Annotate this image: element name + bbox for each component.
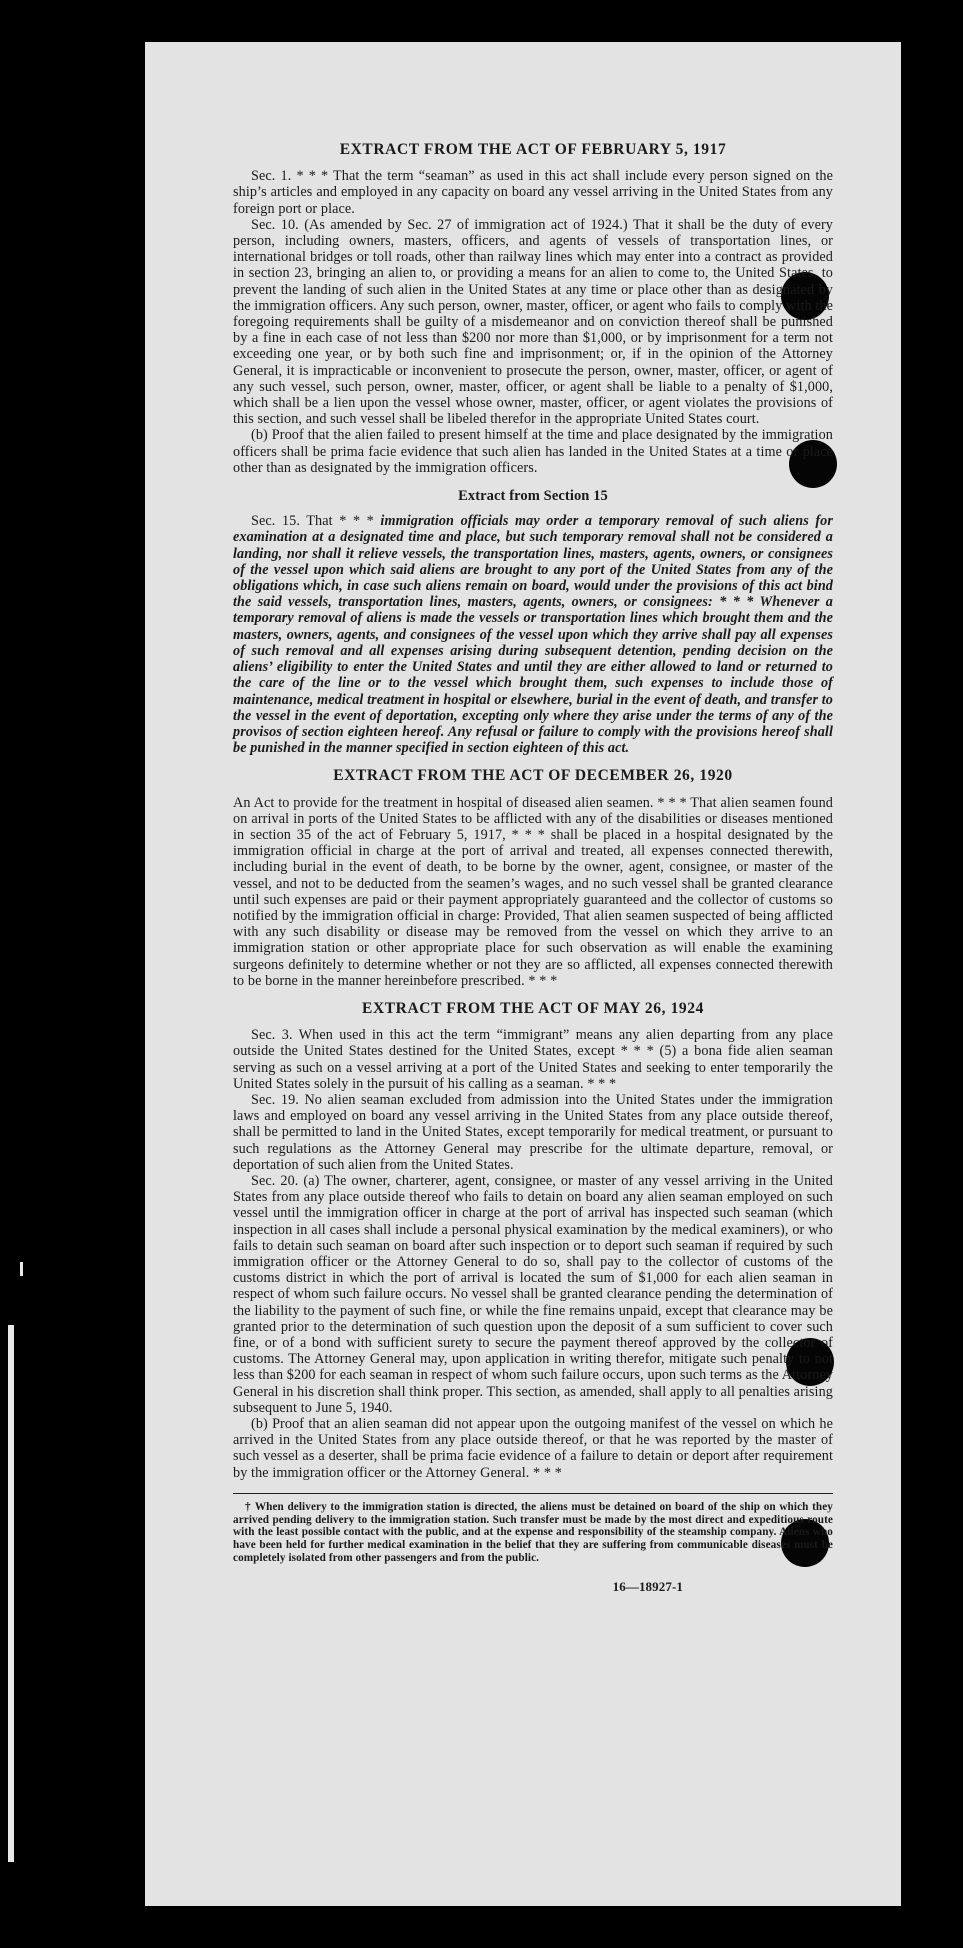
sec-15-italic-text: immigration officials may order a temporary removal of such aliens for examination at a designated time and place, but such temporary removal shall not be considered a landing, nor shall it relieve vessels, the transportation lines, masters, agents, owners, or consignees of the vessel upon which said aliens are brought to any port of the United States from any of the obligations which, in case such aliens remain on board, would under the provisions of this act bind the said vessels, transportation lines, masters, agents, owners, or consignees: * * * Whenever a temporary removal of aliens is made the vessels or transportation lines which brought them and the masters, owners, agents, and consignees of the vessel upon which they arrive shall pay all expenses of such removal and all expenses arising during subsequent detention, pending decision on the aliens’ eligibility to enter the United States and until they are either allowed to land or returned to the care of the line or to the vessel which brought them, such expenses to include those of maintenance, medical treatment in hospital or elsewhere, burial in the event of death, and transfer to the vessel in the event of deportation, excepting only where they arise under the terms of any of the provisos of section eighteen hereof. Any refusal or failure to comply with the provisions hereof shall be punished in the manner specified in section eighteen of this act. xyxy=(233,513,833,757)
sec-3-paragraph: Sec. 3. When used in this act the term “immigrant” means any alien departing from any place outside the United States destined for the United States, except * * * (5) a bona fide alien seaman serving as such on a vessel arriving at a port of the United States and seeking to enter temporarily the United States solely in the pursuit of his calling as a seaman. * * * xyxy=(233,1027,833,1092)
document-body xyxy=(233,142,833,1595)
heading-act-1920: EXTRACT FROM THE ACT OF DECEMBER 26, 1920 xyxy=(333,767,733,785)
act-1920-paragraph: An Act to provide for the treatment in hospital of diseased alien seamen. * * * That alien seamen found on arrival in ports of the United States to be afflicted with any of the disabilities or diseases mentioned in section 35 of the act of February 5, 1917, * * * shall be placed in a hospital designated by the immigration official in charge at the port of arrival and treated, all expenses connected therewith, including burial in the event of death, to be borne by the owner, agent, consignee, or master of the vessel, and not to be deducted from the seamen’s wages, and no such vessel shall be granted clearance until such expenses are paid or their payment appropriately guaranteed and the collector of customs so notified by the immigration official in charge: Provided, That alien seamen suspected of being afflicted with any such disability or disease may be removed from the vessel on which they arrive to an immigration station or other appropriate place for such observation as will enable the examining surgeons definitely to determine whether or not they are so afflicted, all expenses connected therewith to be borne in the manner hereinbefore prescribed. * * * xyxy=(233,794,833,989)
document-page xyxy=(145,42,901,1906)
heading-act-1924: EXTRACT FROM THE ACT OF MAY 26, 1924 xyxy=(362,999,704,1017)
left-edge-strip xyxy=(8,1325,14,1862)
sec-10-paragraph: Sec. 10. (As amended by Sec. 27 of immigration act of 1924.) That it shall be the duty of every person, including owners, masters, officers, and agents of vessels of transportation lines, or international bridges or toll roads, other than railway lines which may enter into a contract as provided in section 23, bringing an alien to, or providing a means for an alien to come to, the United States, to prevent the landing of such alien in the United States at any time or place other than as designated by the immigration officers. Any such person, owner, master, officer, or agent who fails to comply with the foregoing requirements shall be guilty of a misdemeanor and on conviction thereof shall be punished by a fine in each case of not less than $200 nor more than $1,000, or by imprisonment for a term not exceeding one year, or by both such fine and imprisonment; or, if in the opinion of the Attorney General, it is impracticable or inconvenient to prosecute the person, owner, master, officer, or agent of any such vessel, such person, owner, master, officer, or agent shall be liable to a penalty of $1,000, which shall be a lien upon the vessel whose owner, master, officer, or agent violates the provisions of this section, and such vessel shall be libeled therefor in the appropriate United States court. xyxy=(233,216,833,428)
sec-19-paragraph: Sec. 19. No alien seaman excluded from admission into the United States under the immigration laws and employed on board any vessel arriving in the United States from any place outside thereof, shall be permitted to land in the United States, except temporarily for medical treatment, or pursuant to such regulations as the Attorney General may prescribe for the ultimate departure, removal, or deportation of such alien from the United States. xyxy=(233,1091,833,1173)
sec-20-b-paragraph: (b) Proof that an alien seaman did not appear upon the outgoing manifest of the vessel on which he arrived in the United States from any place outside thereof, or that he was reported by the master of such vessel as a deserter, shall be prima facie evidence of a failure to detain or deport after requirement by the immigration officer or the Attorney General. * * * xyxy=(233,1416,833,1481)
sec-20-a-paragraph: Sec. 20. (a) The owner, charterer, agent, consignee, or master of any vessel arriving in the United States from any place outside thereof who fails to detain on board any alien seaman employed on such vessel until the immigration officer in charge at the port of arrival has inspected such seaman (which inspection in all cases shall include a personal physical examination by the medical examiners), or who fails to detain such seaman on board after such inspection or to deport such seaman if required by such immigration officer or the Attorney General to do so, shall pay to the collector of customs of the customs district in which the port of arrival is located the sum of $1,000 for each alien seaman in respect of whom such failure occurs. No vessel shall be granted clearance pending the determination of the liability to the payment of such fine, or while the fine remains unpaid, except that clearance may be granted prior to the determination of such question upon the deposit of a sum sufficient to cover such fine, or of a bond with sufficient surety to secure the payment thereof approved by the collector of customs. The Attorney General may, upon application in writing therefor, mitigate such penalty to not less than $200 for each seaman in respect of whom such failure occurs, upon such terms as the Attorney General in his discretion shall think proper. This section, as amended, shall apply to all penalties arising subsequent to June 5, 1940. xyxy=(233,1172,833,1416)
sec-15-paragraph xyxy=(233,513,833,756)
footnote: † When delivery to the immigration station is directed, the aliens must be detained on board of the ship on which they arrived pending delivery to the immigration station. Such transfer must be made by the most direct and expeditious route with the least possible contact with the public, and at the expense and responsibility of the steamship company. Aliens who have been held for further medical examination in the belief that they are suffering from communicable diseases must be completely isolated from other passengers and from the public. xyxy=(233,1500,833,1565)
sec-10-b-paragraph: (b) Proof that the alien failed to present himself at the time and place designated by the immigration officers shall be prima facie evidence that such alien has landed in the United States at a time or place other than as designated by the immigration officers. xyxy=(233,427,833,476)
left-edge-mark xyxy=(20,1262,23,1276)
heading-section-15: Extract from Section 15 xyxy=(458,488,608,505)
heading-act-1917: EXTRACT FROM THE ACT OF FEBRUARY 5, 1917 xyxy=(339,141,727,158)
form-code: 16—18927-1 xyxy=(612,1578,683,1594)
sec-1-paragraph: Sec. 1. * * * That the term “seaman” as used in this act shall include every person signed on the ship’s articles and employed in any capacity on board any vessel arriving in the United States from any foreign port or place. xyxy=(233,168,833,217)
sec-15-lead: Sec. 15. That * * * xyxy=(251,513,374,530)
footnote-divider xyxy=(233,1493,833,1494)
